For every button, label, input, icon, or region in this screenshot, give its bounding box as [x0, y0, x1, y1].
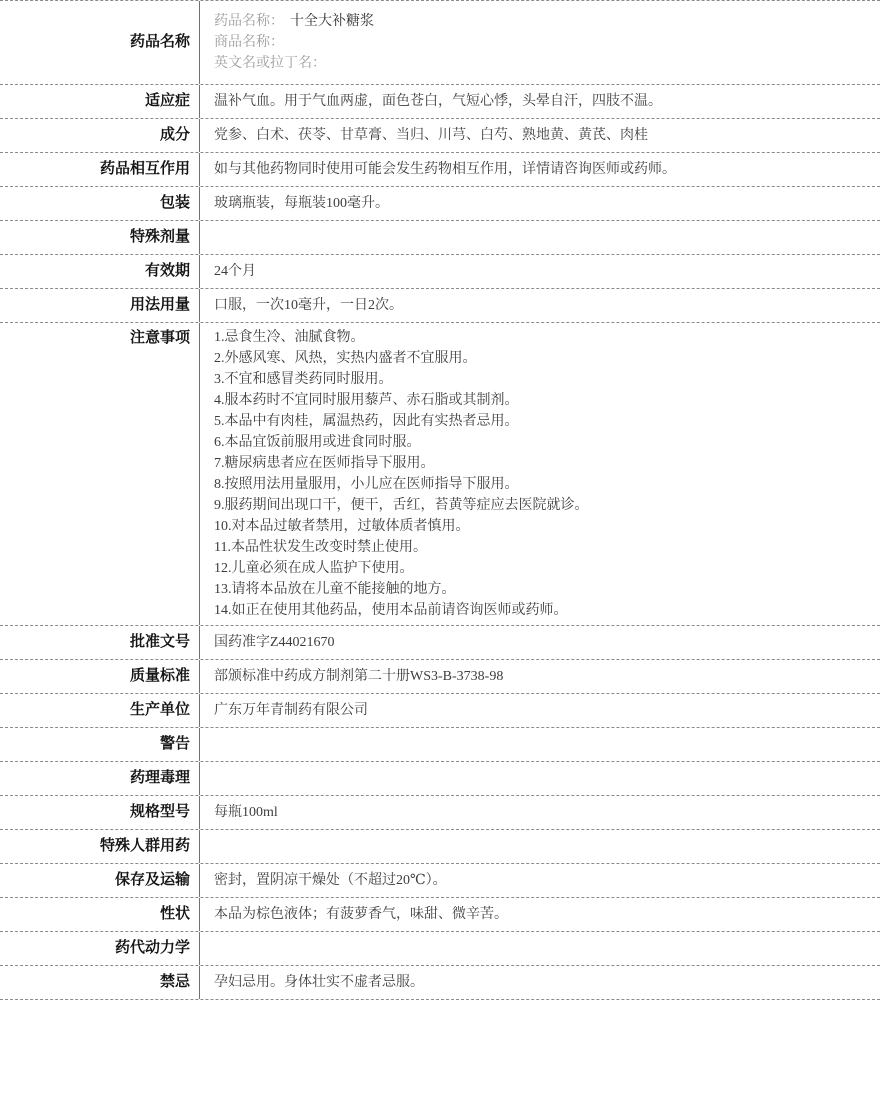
- row-label-special-populations: 特殊人群用药: [0, 830, 200, 863]
- table-row-warning: [0, 728, 880, 762]
- precaution-item: 13.请将本品放在儿童不能接触的地方。: [214, 582, 456, 597]
- row-value-pharmacokinetics: [200, 932, 880, 965]
- precaution-item: 12.儿童必须在成人监护下使用。: [214, 561, 414, 576]
- field-key: 商品名称：: [214, 35, 284, 50]
- row-value-dosage-usage: 口服，一次10毫升，一日2次。: [214, 297, 403, 313]
- row-label-drug-name: 药品名称: [0, 1, 200, 84]
- table-row-approval-number: [0, 626, 880, 660]
- row-label-ingredients: 成分: [0, 119, 200, 152]
- table-row-pharmacokinetics: [0, 932, 880, 966]
- row-label-precautions: 注意事项: [0, 323, 200, 625]
- row-value-quality-standard: 部颁标准中药成方制剂第二十册WS3-B-3738-98: [214, 668, 504, 684]
- precaution-item: 10.对本品过敏者禁用，过敏体质者慎用。: [214, 519, 470, 534]
- row-value-shelf-life: 24个月: [214, 263, 256, 279]
- table-row-characteristics: [0, 898, 880, 932]
- row-value-storage-transport: 密封，置阴凉干燥处（不超过20℃）。: [214, 872, 447, 888]
- table-row-special-dosage: [0, 221, 880, 255]
- row-label-warning: 警告: [0, 728, 200, 761]
- row-value-specification: 每瓶100ml: [214, 804, 278, 820]
- precaution-item: 9.服药期间出现口干，便干，舌红，苔黄等症应去医院就诊。: [214, 498, 589, 513]
- table-row-pharmacology-toxicology: [0, 762, 880, 796]
- name-field-line: [214, 53, 866, 74]
- row-label-pharmacology-toxicology: 药理毒理: [0, 762, 200, 795]
- table-row-special-populations: [0, 830, 880, 864]
- row-value-drug-interactions: 如与其他药物同时使用可能会发生药物相互作用，详情请咨询医师或药师。: [214, 161, 676, 177]
- row-value-contraindications: 孕妇忌用。身体壮实不虚者忌服。: [214, 974, 424, 990]
- row-value-drug-name: [200, 1, 880, 84]
- row-value-ingredients: 党参、白术、茯苓、甘草膏、当归、川芎、白芍、熟地黄、黄芪、肉桂: [214, 127, 648, 143]
- table-row-dosage-usage: [0, 289, 880, 323]
- row-value-special-populations: [200, 830, 880, 863]
- name-field-line: [214, 32, 866, 53]
- precaution-item: 14.如正在使用其他药品，使用本品前请咨询医师或药师。: [214, 603, 568, 618]
- precaution-item: 5.本品中有肉桂，属温热药，因此有实热者忌用。: [214, 414, 519, 429]
- row-label-shelf-life: 有效期: [0, 255, 200, 288]
- precaution-item: 1.忌食生冷、油腻食物。: [214, 330, 365, 345]
- row-label-drug-interactions: 药品相互作用: [0, 153, 200, 186]
- table-row-drug-name: [0, 1, 880, 85]
- table-row-ingredients: [0, 119, 880, 153]
- row-label-dosage-usage: 用法用量: [0, 289, 200, 322]
- table-row-contraindications: [0, 966, 880, 1000]
- table-row-shelf-life: [0, 255, 880, 289]
- field-key: 英文名或拉丁名：: [214, 56, 326, 71]
- row-label-indications: 适应症: [0, 85, 200, 118]
- row-value-approval-number: 国药准字Z44021670: [214, 634, 335, 650]
- row-label-packaging: 包装: [0, 187, 200, 220]
- table-row-packaging: [0, 187, 880, 221]
- row-label-approval-number: 批准文号: [0, 626, 200, 659]
- name-field-line: [214, 11, 866, 32]
- row-label-pharmacokinetics: 药代动力学: [0, 932, 200, 965]
- row-label-manufacturer: 生产单位: [0, 694, 200, 727]
- row-label-special-dosage: 特殊剂量: [0, 221, 200, 254]
- row-value-indications: 温补气血。用于气血两虚，面色苍白，气短心悸，头晕自汗，四肢不温。: [214, 93, 662, 109]
- table-row-manufacturer: [0, 694, 880, 728]
- precaution-item: 3.不宜和感冒类药同时服用。: [214, 372, 393, 387]
- field-key: 药品名称：: [214, 14, 284, 29]
- precaution-item: 8.按照用法用量服用，小儿应在医师指导下服用。: [214, 477, 519, 492]
- table-row-drug-interactions: [0, 153, 880, 187]
- table-row-storage-transport: [0, 864, 880, 898]
- precaution-item: 7.糖尿病患者应在医师指导下服用。: [214, 456, 435, 471]
- table-row-specification: [0, 796, 880, 830]
- row-value-precautions: [200, 323, 880, 625]
- row-value-manufacturer: 广东万年青制药有限公司: [214, 702, 368, 718]
- row-value-special-dosage: [200, 221, 880, 254]
- precaution-item: 6.本品宜饭前服用或进食同时服。: [214, 435, 421, 450]
- row-label-characteristics: 性状: [0, 898, 200, 931]
- field-value: 十全大补糖浆: [290, 14, 374, 29]
- table-row-quality-standard: [0, 660, 880, 694]
- row-label-contraindications: 禁忌: [0, 966, 200, 999]
- row-label-quality-standard: 质量标准: [0, 660, 200, 693]
- table-row-precautions: [0, 323, 880, 626]
- row-value-characteristics: 本品为棕色液体；有菠萝香气，味甜、微辛苦。: [214, 906, 508, 922]
- table-row-indications: [0, 85, 880, 119]
- row-value-packaging: 玻璃瓶装，每瓶装100毫升。: [214, 195, 389, 211]
- precaution-item: 4.服本药时不宜同时服用藜芦、赤石脂或其制剂。: [214, 393, 519, 408]
- row-label-specification: 规格型号: [0, 796, 200, 829]
- precaution-item: 11.本品性状发生改变时禁止使用。: [214, 540, 427, 555]
- row-value-warning: [200, 728, 880, 761]
- precaution-item: 2.外感风寒、风热，实热内盛者不宜服用。: [214, 351, 477, 366]
- row-label-storage-transport: 保存及运输: [0, 864, 200, 897]
- row-value-pharmacology-toxicology: [200, 762, 880, 795]
